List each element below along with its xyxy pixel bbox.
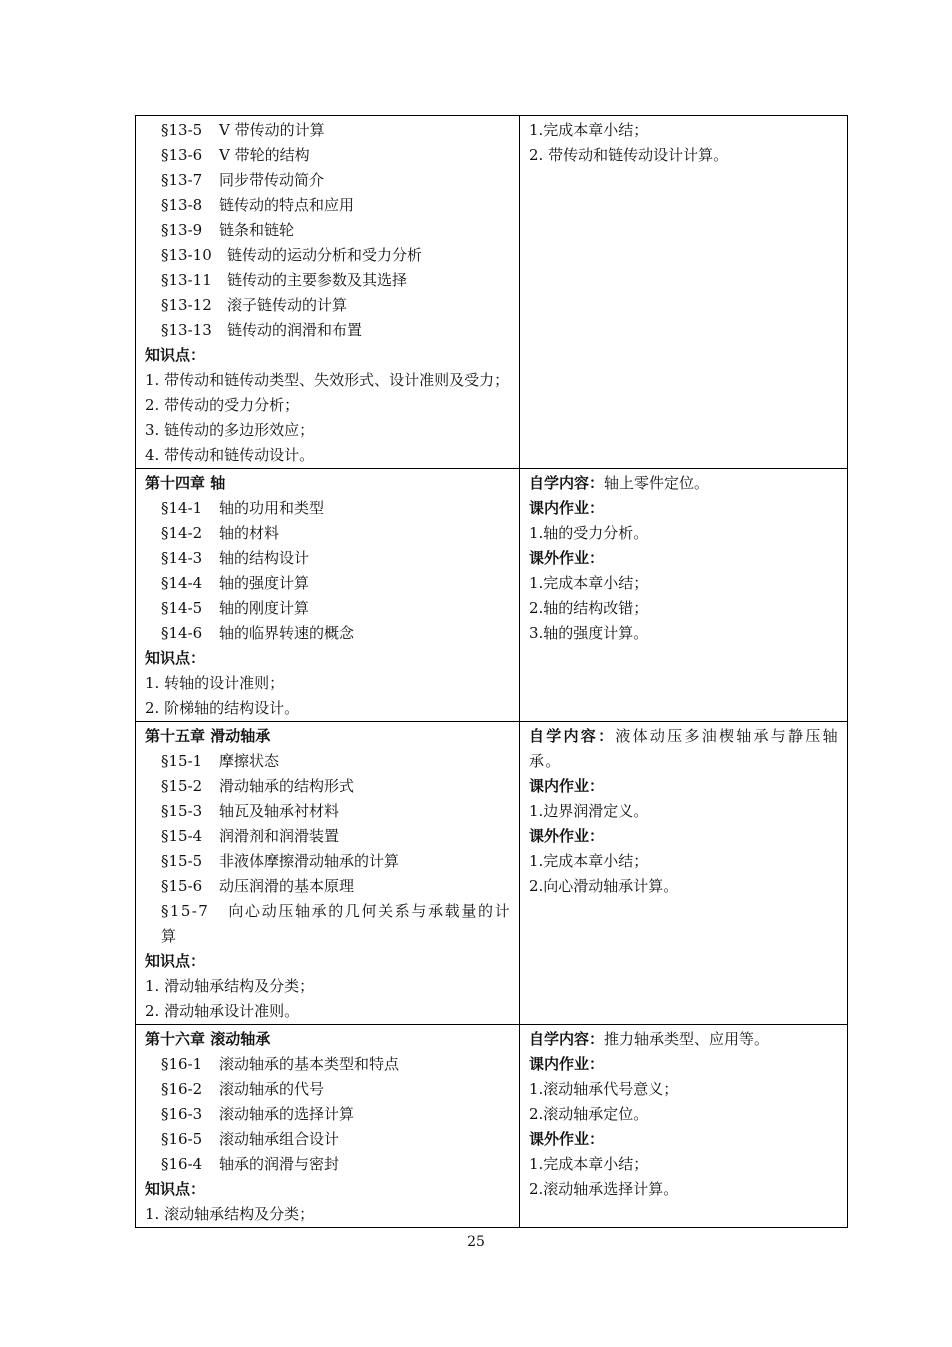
- section-item: §13-6 V 带轮的结构: [161, 146, 310, 164]
- knowledge-item: 2. 阶梯轴的结构设计。: [145, 699, 300, 717]
- self-study-line: 自学内容：轴上零件定位。: [529, 474, 710, 492]
- section-item: §14-1 轴的功用和类型: [161, 499, 325, 517]
- assignment-cell: [520, 1025, 848, 1228]
- assignment-item: 2.滚动轴承选择计算。: [529, 1180, 679, 1198]
- knowledge-item: 4. 带传动和链传动设计。: [145, 446, 315, 464]
- assignment-item: 1.完成本章小结；: [529, 852, 649, 870]
- table-row-ch15: [136, 722, 848, 1025]
- knowledge-item: 1. 带传动和链传动类型、失效形式、设计准则及受力；: [145, 371, 510, 389]
- assignment-item: 1.轴的受力分析。: [529, 524, 649, 542]
- table-row-ch13-cont: [136, 116, 848, 469]
- chapter-title: 第十六章 滚动轴承: [145, 1030, 271, 1048]
- syllabus-table: [135, 115, 848, 1228]
- section-item: §14-6 轴的临界转速的概念: [161, 624, 355, 642]
- assignment-item: 2.向心滑动轴承计算。: [529, 877, 679, 895]
- knowledge-label: 知识点：: [145, 1180, 206, 1198]
- chapter-content-cell: [136, 1025, 520, 1228]
- homework-label: 课外作业：: [529, 549, 605, 567]
- assignment-item: 1.滚动轴承代号意义；: [529, 1080, 679, 1098]
- page-number: 25: [467, 1234, 485, 1250]
- knowledge-label: 知识点：: [145, 346, 206, 364]
- assignment-cell: [520, 722, 848, 1025]
- section-item: §15-2 滑动轴承的结构形式: [161, 777, 355, 795]
- homework-label: 课外作业：: [529, 827, 605, 845]
- section-item: §13-8 链传动的特点和应用: [161, 196, 355, 214]
- knowledge-item: 1. 滑动轴承结构及分类；: [145, 977, 315, 995]
- section-item: §16-1 滚动轴承的基本类型和特点: [161, 1055, 400, 1073]
- assignment-item: 1.边界润滑定义。: [529, 802, 649, 820]
- section-item: §16-2 滚动轴承的代号: [161, 1080, 325, 1098]
- in-class-label: 课内作业：: [529, 499, 605, 517]
- assignment-item: 1.完成本章小结；: [529, 1155, 649, 1173]
- assignment-item: 2.轴的结构改错；: [529, 599, 649, 617]
- knowledge-item: 1. 转轴的设计准则；: [145, 674, 285, 692]
- chapter-content-cell: [136, 469, 520, 722]
- section-item: §15-6 动压润滑的基本原理: [161, 877, 355, 895]
- chapter-content-cell: [136, 116, 520, 469]
- self-study-line: 自学内容：推力轴承类型、应用等。: [529, 1030, 770, 1048]
- assignment-item: 2.滚动轴承定位。: [529, 1105, 649, 1123]
- section-item: §15-1 摩擦状态: [161, 752, 280, 770]
- knowledge-item: 1. 滚动轴承结构及分类；: [145, 1205, 315, 1223]
- homework-label: 课外作业：: [529, 1130, 605, 1148]
- self-study-line: 自学内容：液体动压多油楔轴承与静压轴承。: [529, 727, 839, 770]
- knowledge-item: 3. 链传动的多边形效应；: [145, 421, 315, 439]
- section-item: §14-5 轴的刚度计算: [161, 599, 310, 617]
- chapter-content-cell: [136, 722, 520, 1025]
- section-item: §13-12 滚子链传动的计算: [161, 296, 348, 314]
- section-item: §15-7 向心动压轴承的几何关系与承载量的计算: [161, 902, 511, 945]
- section-item: §16-4 轴承的润滑与密封: [161, 1155, 340, 1173]
- assignment-cell: [520, 116, 848, 469]
- chapter-title: 第十四章 轴: [145, 474, 226, 492]
- knowledge-label: 知识点：: [145, 649, 206, 667]
- knowledge-item: 2. 滑动轴承设计准则。: [145, 1002, 300, 1020]
- assignment-item: 2. 带传动和链传动设计计算。: [529, 146, 729, 164]
- knowledge-item: 2. 带传动的受力分析；: [145, 396, 300, 414]
- section-item: §15-4 润滑剂和润滑装置: [161, 827, 340, 845]
- assignment-item: 3.轴的强度计算。: [529, 624, 649, 642]
- section-item: §14-2 轴的材料: [161, 524, 280, 542]
- section-item: §16-5 滚动轴承组合设计: [161, 1130, 340, 1148]
- in-class-label: 课内作业：: [529, 1055, 605, 1073]
- section-item: §15-3 轴瓦及轴承衬材料: [161, 802, 340, 820]
- section-item: §14-4 轴的强度计算: [161, 574, 310, 592]
- section-item: §13-7 同步带传动简介: [161, 171, 325, 189]
- table-row-ch16: [136, 1025, 848, 1228]
- section-item: §15-5 非液体摩擦滑动轴承的计算: [161, 852, 400, 870]
- assignment-cell: [520, 469, 848, 722]
- in-class-label: 课内作业：: [529, 777, 605, 795]
- section-item: §16-3 滚动轴承的选择计算: [161, 1105, 355, 1123]
- section-item: §13-5 V 带传动的计算: [161, 121, 325, 139]
- table-row-ch14: [136, 469, 848, 722]
- knowledge-label: 知识点：: [145, 952, 206, 970]
- section-item: §13-11 链传动的主要参数及其选择: [161, 271, 408, 289]
- section-item: §13-13 链传动的润滑和布置: [161, 321, 363, 339]
- assignment-item: 1.完成本章小结；: [529, 574, 649, 592]
- section-item: §13-10 链传动的运动分析和受力分析: [161, 246, 423, 264]
- chapter-title: 第十五章 滑动轴承: [145, 727, 271, 745]
- section-item: §14-3 轴的结构设计: [161, 549, 310, 567]
- assignment-item: 1.完成本章小结；: [529, 121, 649, 139]
- section-item: §13-9 链条和链轮: [161, 221, 295, 239]
